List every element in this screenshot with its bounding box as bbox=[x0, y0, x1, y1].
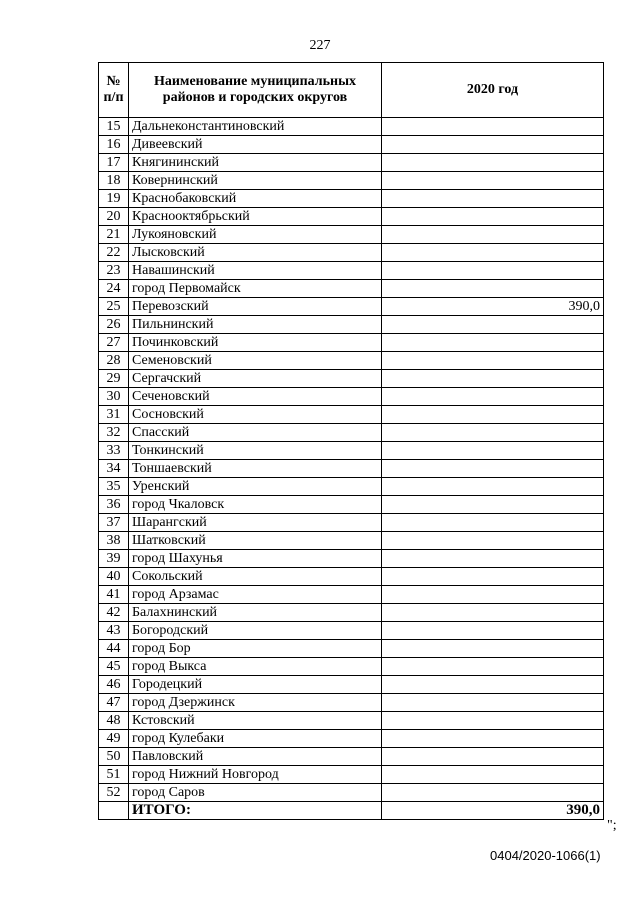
row-number: 26 bbox=[99, 316, 129, 334]
row-number: 33 bbox=[99, 442, 129, 460]
district-name: Сокольский bbox=[129, 568, 382, 586]
year-value bbox=[382, 622, 604, 640]
row-number: 29 bbox=[99, 370, 129, 388]
table-row bbox=[99, 370, 604, 388]
table-row bbox=[99, 730, 604, 748]
year-value bbox=[382, 640, 604, 658]
table-row bbox=[99, 136, 604, 154]
row-number: 45 bbox=[99, 658, 129, 676]
district-name: Шатковский bbox=[129, 532, 382, 550]
row-number: 37 bbox=[99, 514, 129, 532]
district-name: Княгининский bbox=[129, 154, 382, 172]
table-row bbox=[99, 226, 604, 244]
row-number: 17 bbox=[99, 154, 129, 172]
table-row bbox=[99, 766, 604, 784]
row-number: 25 bbox=[99, 298, 129, 316]
year-value bbox=[382, 568, 604, 586]
row-number: 21 bbox=[99, 226, 129, 244]
district-name: Краснобаковский bbox=[129, 190, 382, 208]
table-row bbox=[99, 334, 604, 352]
row-number: 46 bbox=[99, 676, 129, 694]
year-value bbox=[382, 352, 604, 370]
year-value bbox=[382, 244, 604, 262]
district-name: город Бор bbox=[129, 640, 382, 658]
row-number: 47 bbox=[99, 694, 129, 712]
year-value bbox=[382, 730, 604, 748]
district-name: Балахнинский bbox=[129, 604, 382, 622]
document-code: 0404/2020-1066(1) bbox=[490, 848, 601, 863]
district-name: Павловский bbox=[129, 748, 382, 766]
district-name: Перевозский bbox=[129, 298, 382, 316]
year-value bbox=[382, 190, 604, 208]
year-value: 390,0 bbox=[382, 298, 604, 316]
district-name: Ковернинский bbox=[129, 172, 382, 190]
table-row bbox=[99, 640, 604, 658]
total-value: 390,0 bbox=[382, 802, 604, 820]
district-name: Тонкинский bbox=[129, 442, 382, 460]
table-row bbox=[99, 676, 604, 694]
district-name: Городецкий bbox=[129, 676, 382, 694]
district-name: Дивеевский bbox=[129, 136, 382, 154]
year-value bbox=[382, 514, 604, 532]
table-row bbox=[99, 244, 604, 262]
year-value bbox=[382, 460, 604, 478]
header-name: Наименование муниципальных районов и городских округов bbox=[129, 63, 382, 118]
row-number: 38 bbox=[99, 532, 129, 550]
row-number: 41 bbox=[99, 586, 129, 604]
district-name: Сеченовский bbox=[129, 388, 382, 406]
table-header-row bbox=[99, 63, 604, 118]
district-name: Богородский bbox=[129, 622, 382, 640]
district-name: Починковский bbox=[129, 334, 382, 352]
table-row bbox=[99, 586, 604, 604]
year-value bbox=[382, 208, 604, 226]
district-name: Дальнеконстантиновский bbox=[129, 118, 382, 136]
district-name: Семеновский bbox=[129, 352, 382, 370]
header-num: № п/п bbox=[99, 63, 129, 118]
table-row bbox=[99, 352, 604, 370]
table-row bbox=[99, 316, 604, 334]
year-value bbox=[382, 658, 604, 676]
table-row bbox=[99, 532, 604, 550]
district-name: Лукояновский bbox=[129, 226, 382, 244]
row-number: 19 bbox=[99, 190, 129, 208]
year-value bbox=[382, 532, 604, 550]
district-name: Спасский bbox=[129, 424, 382, 442]
row-number: 24 bbox=[99, 280, 129, 298]
table-row bbox=[99, 478, 604, 496]
row-number: 15 bbox=[99, 118, 129, 136]
year-value bbox=[382, 766, 604, 784]
table-row bbox=[99, 622, 604, 640]
district-name: город Шахунья bbox=[129, 550, 382, 568]
year-value bbox=[382, 118, 604, 136]
district-name: Навашинский bbox=[129, 262, 382, 280]
table-row bbox=[99, 712, 604, 730]
row-number: 43 bbox=[99, 622, 129, 640]
header-year: 2020 год bbox=[382, 63, 604, 118]
table-row bbox=[99, 190, 604, 208]
row-number: 42 bbox=[99, 604, 129, 622]
row-number: 44 bbox=[99, 640, 129, 658]
year-value bbox=[382, 316, 604, 334]
table-row bbox=[99, 658, 604, 676]
row-number: 28 bbox=[99, 352, 129, 370]
year-value bbox=[382, 478, 604, 496]
row-number: 50 bbox=[99, 748, 129, 766]
row-number: 35 bbox=[99, 478, 129, 496]
row-number: 23 bbox=[99, 262, 129, 280]
year-value bbox=[382, 136, 604, 154]
row-number: 27 bbox=[99, 334, 129, 352]
district-name: город Нижний Новгород bbox=[129, 766, 382, 784]
row-number: 20 bbox=[99, 208, 129, 226]
year-value bbox=[382, 154, 604, 172]
district-name: город Чкаловск bbox=[129, 496, 382, 514]
year-value bbox=[382, 550, 604, 568]
year-value bbox=[382, 334, 604, 352]
row-number: 34 bbox=[99, 460, 129, 478]
table-row bbox=[99, 514, 604, 532]
table-row bbox=[99, 496, 604, 514]
district-name: город Арзамас bbox=[129, 586, 382, 604]
district-name: Уренский bbox=[129, 478, 382, 496]
district-name: Сосновский bbox=[129, 406, 382, 424]
row-number: 22 bbox=[99, 244, 129, 262]
year-value bbox=[382, 676, 604, 694]
year-value bbox=[382, 280, 604, 298]
table-row bbox=[99, 442, 604, 460]
year-value bbox=[382, 604, 604, 622]
table-row bbox=[99, 118, 604, 136]
table-row bbox=[99, 748, 604, 766]
district-name: Кстовский bbox=[129, 712, 382, 730]
page-number: 227 bbox=[309, 38, 331, 53]
district-name: Пильнинский bbox=[129, 316, 382, 334]
table-row bbox=[99, 406, 604, 424]
district-name: Шарангский bbox=[129, 514, 382, 532]
row-number: 51 bbox=[99, 766, 129, 784]
districts-table bbox=[98, 62, 604, 820]
row-number: 31 bbox=[99, 406, 129, 424]
table-row bbox=[99, 424, 604, 442]
table-row bbox=[99, 784, 604, 802]
table-row bbox=[99, 604, 604, 622]
district-name: город Дзержинск bbox=[129, 694, 382, 712]
table-body bbox=[99, 118, 604, 802]
district-name: город Кулебаки bbox=[129, 730, 382, 748]
year-value bbox=[382, 172, 604, 190]
row-number: 39 bbox=[99, 550, 129, 568]
table-row bbox=[99, 388, 604, 406]
row-number: 36 bbox=[99, 496, 129, 514]
total-num bbox=[99, 802, 129, 820]
year-value bbox=[382, 406, 604, 424]
closing-quote-mark: "; bbox=[607, 818, 617, 833]
table-row bbox=[99, 172, 604, 190]
year-value bbox=[382, 694, 604, 712]
row-number: 52 bbox=[99, 784, 129, 802]
year-value bbox=[382, 262, 604, 280]
row-number: 30 bbox=[99, 388, 129, 406]
district-name: Краснооктябрьский bbox=[129, 208, 382, 226]
table-row bbox=[99, 298, 604, 316]
year-value bbox=[382, 442, 604, 460]
table-row bbox=[99, 262, 604, 280]
year-value bbox=[382, 586, 604, 604]
row-number: 48 bbox=[99, 712, 129, 730]
table-row bbox=[99, 694, 604, 712]
district-name: город Выкса bbox=[129, 658, 382, 676]
year-value bbox=[382, 496, 604, 514]
row-number: 32 bbox=[99, 424, 129, 442]
row-number: 40 bbox=[99, 568, 129, 586]
table-row bbox=[99, 280, 604, 298]
table-row bbox=[99, 550, 604, 568]
table-row bbox=[99, 460, 604, 478]
total-row bbox=[99, 802, 604, 820]
district-name: город Первомайск bbox=[129, 280, 382, 298]
year-value bbox=[382, 748, 604, 766]
year-value bbox=[382, 388, 604, 406]
district-name: Лысковский bbox=[129, 244, 382, 262]
table-row bbox=[99, 568, 604, 586]
district-name: город Саров bbox=[129, 784, 382, 802]
year-value bbox=[382, 712, 604, 730]
row-number: 16 bbox=[99, 136, 129, 154]
year-value bbox=[382, 370, 604, 388]
year-value bbox=[382, 424, 604, 442]
year-value bbox=[382, 226, 604, 244]
year-value bbox=[382, 784, 604, 802]
row-number: 18 bbox=[99, 172, 129, 190]
district-name: Тоншаевский bbox=[129, 460, 382, 478]
table-row bbox=[99, 154, 604, 172]
row-number: 49 bbox=[99, 730, 129, 748]
table-row bbox=[99, 208, 604, 226]
district-name: Сергачский bbox=[129, 370, 382, 388]
total-label: ИТОГО: bbox=[129, 802, 382, 820]
